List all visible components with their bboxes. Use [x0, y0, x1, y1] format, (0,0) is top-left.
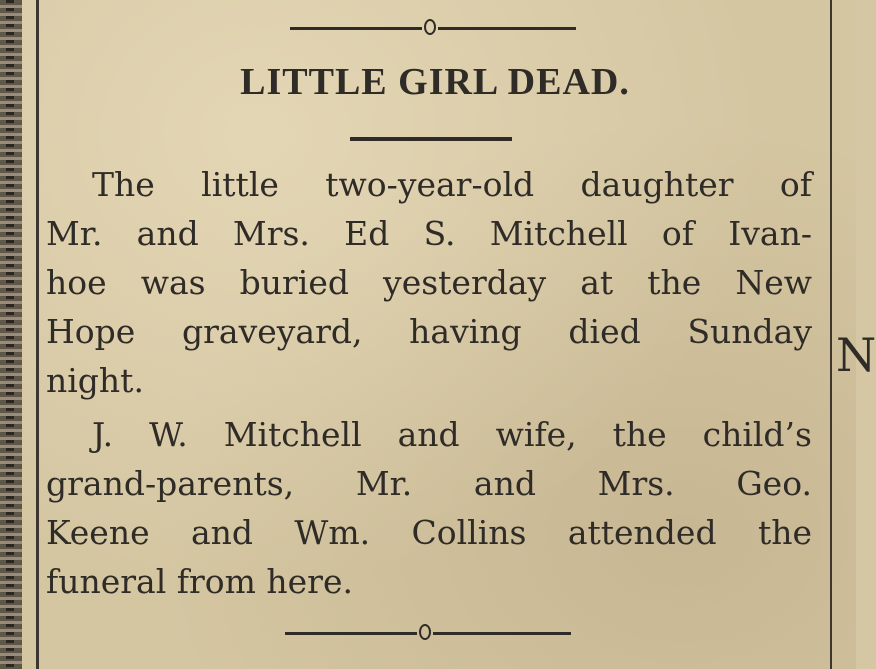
article-paragraph-1: [46, 160, 812, 405]
column-rule-left: [36, 0, 39, 669]
text-line: hoe was buried yesterday at the New: [46, 263, 812, 302]
column-rule-right: [830, 0, 832, 669]
article-paragraph-2: [46, 410, 812, 606]
text-line: funeral from here.: [46, 562, 353, 601]
text-line: grand-parents, Mr. and Mrs. Geo.: [46, 464, 812, 503]
text-line: Keene and Wm. Collins attended the: [46, 513, 812, 552]
text-line: J. W. Mitchell and wife, the child’s: [92, 415, 812, 454]
adjacent-column-letter: N: [836, 328, 876, 382]
ornament-rule-top: [290, 18, 580, 38]
text-line: Hope graveyard, having died Sunday: [46, 312, 812, 351]
headline-dash-rule: [350, 137, 512, 141]
article-headline: LITTLE GIRL DEAD.: [240, 61, 630, 103]
text-line: night.: [46, 361, 144, 400]
text-line: The little two-year-old daughter of: [92, 165, 812, 204]
text-line: Mr. and Mrs. Ed S. Mitchell of Ivan-: [46, 214, 812, 253]
decorative-beads: [6, 0, 14, 669]
ornament-rule-bottom: [285, 623, 575, 643]
